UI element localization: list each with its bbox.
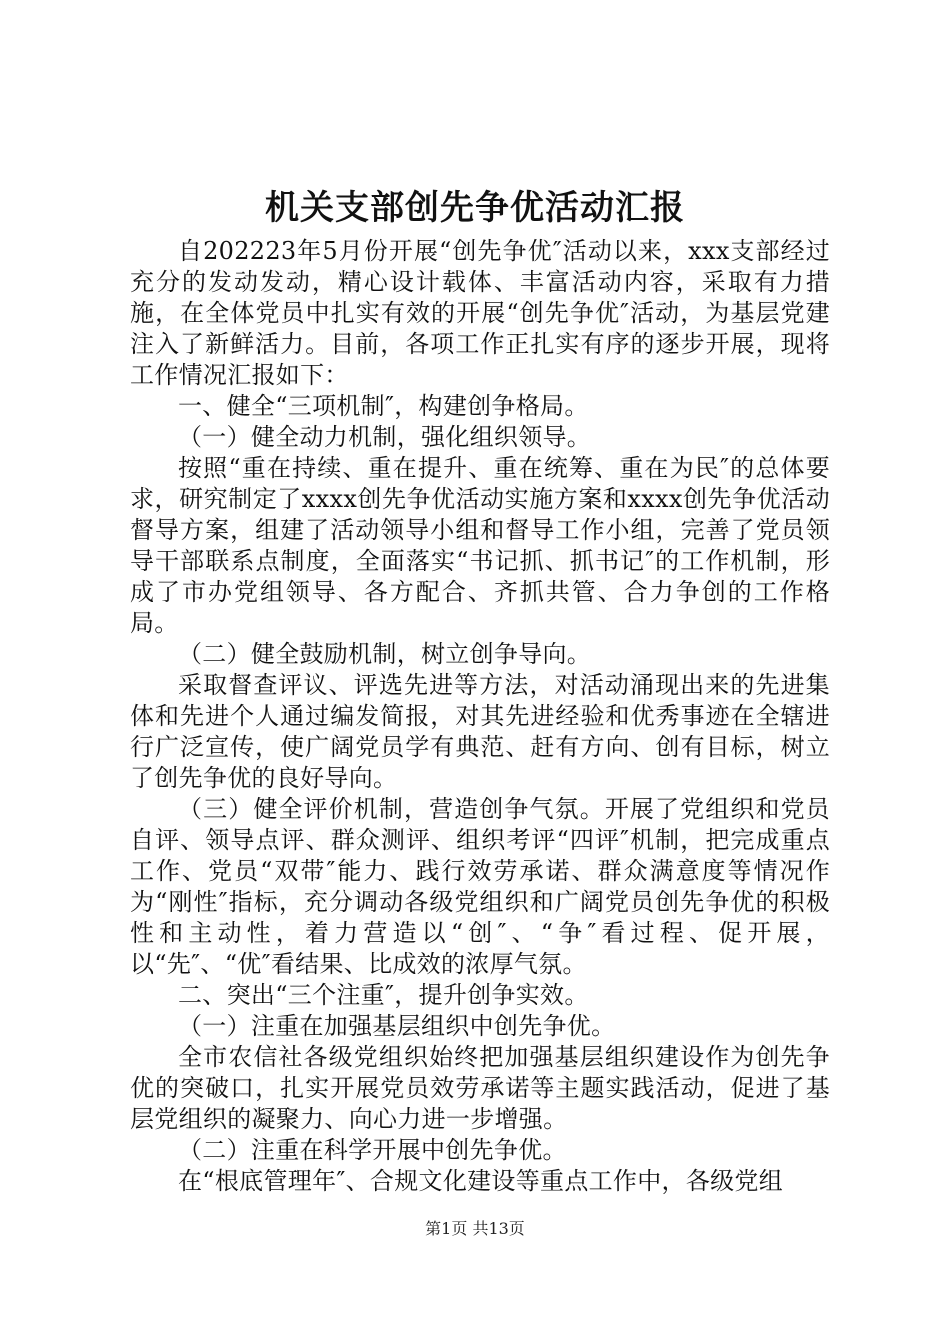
heading-section-1: 一、健全“三项机制″，构建创争格局。	[178, 392, 589, 420]
subheading-2-1: （一）注重在加强基层组织中创先争优。	[178, 1012, 616, 1040]
paragraph-1-3: （三）健全评价机制，营造创争气氛。开展了党组织和党员自评、领导点评、群众测评、组织考评“四评″机制，把完成重点工作、党员“双带″能力、践行效劳承诺、群众满意度等情况作为“刚性″指标，充分调动各级党组织和广阔党员创先争优的积极性和主动性，着力营造以“创″、“争″看过程、促开展，以“先″、“优″看结果、比成效的浓厚气氛。	[130, 795, 830, 978]
subheading-2-2: （二）注重在科学开展中创先争优。	[178, 1136, 567, 1164]
paragraph-1-1: 按照“重在持续、重在提升、重在统筹、重在为民″的总体要求，研究制定了xxxx创先争优活动实施方案和xxxx创先争优活动督导方案，组建了活动领导小组和督导工作小组，完善了党员领导干部联系点制度，全面落实“书记抓、抓书记″的工作机制，形成了市办党组领导、各方配合、齐抓共管、合力争创的工作格局。	[130, 454, 830, 637]
heading-section-2: 二、突出“三个注重″，提升创争实效。	[178, 981, 589, 1009]
document-body	[130, 236, 830, 1197]
document-title: 机关支部创先争优活动汇报	[265, 188, 685, 228]
paragraph-2-2: 在“根底管理年″、合规文化建设等重点工作中，各级党组	[178, 1167, 784, 1195]
paragraph-2-1: 全市农信社各级党组织始终把加强基层组织建设作为创先争优的突破口，扎实开展党员效劳承诺等主题实践活动，促进了基层党组织的凝聚力、向心力进一步增强。	[130, 1043, 830, 1133]
subheading-1-2: （二）健全鼓励机制，树立创争导向。	[178, 640, 592, 668]
page-footer: 第1页 共13页	[425, 1219, 525, 1238]
subheading-1-1: （一）健全动力机制，强化组织领导。	[178, 423, 592, 451]
paragraph-intro: 自202223年5月份开展“创先争优″活动以来，xxx支部经过充分的发动发动，精心设计载体、丰富活动内容，采取有力措施，在全体党员中扎实有效的开展“创先争优″活动，为基层党建注入了新鲜活力。目前，各项工作正扎实有序的逐步开展，现将工作情况汇报如下：	[130, 237, 830, 389]
paragraph-1-2: 采取督查评议、评选先进等方法，对活动涌现出来的先进集体和先进个人通过编发简报，对其先进经验和优秀事迹在全辖进行广泛宣传，使广阔党员学有典范、赶有方向、创有目标，树立了创先争优的良好导向。	[130, 671, 830, 792]
